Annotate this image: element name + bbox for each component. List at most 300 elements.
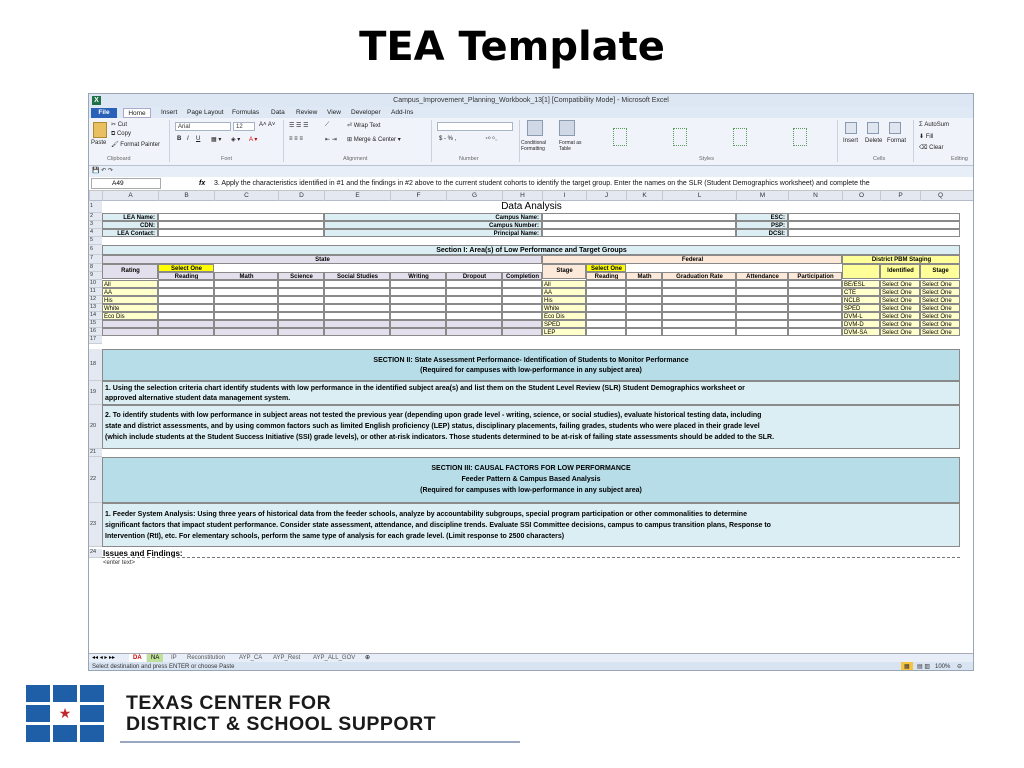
item-2-line-a: 2. To identify students with low performance in subject areas not tested the previous year (depending upon grade level - writing, science, or social studies), evaluate historical testing data, including (105, 412, 762, 419)
pbm-stage-select[interactable]: Select One (920, 296, 960, 304)
federal-cell[interactable] (586, 280, 626, 288)
state-cell[interactable] (390, 280, 446, 288)
row-number[interactable]: 8 (89, 264, 102, 272)
campus-name-cell[interactable] (542, 213, 736, 221)
section-1-heading: Section I: Area(s) of Low Performance and Target Groups (102, 245, 960, 255)
sheet-tab-reconstitution[interactable]: Reconstitution (187, 655, 226, 661)
row-number[interactable]: 22 (89, 457, 102, 503)
state-cell[interactable] (278, 312, 324, 320)
state-cell[interactable] (214, 304, 278, 312)
pbm-stage-select[interactable]: Select One (920, 280, 960, 288)
separator (283, 120, 284, 162)
state-cell[interactable] (158, 320, 214, 328)
cdn-cell[interactable] (158, 221, 324, 229)
pbm-identified-select[interactable]: Select One (880, 312, 920, 320)
underline-button[interactable]: U (196, 136, 201, 142)
row-number[interactable]: 21 (89, 449, 102, 457)
row-number[interactable]: 17 (89, 336, 102, 344)
state-heading: State (102, 255, 542, 264)
pbm-stage-select[interactable]: Select One (920, 288, 960, 296)
style-swatch[interactable] (613, 128, 627, 146)
style-swatch[interactable] (793, 128, 807, 146)
feeder-analysis[interactable] (102, 503, 960, 547)
principal-name-cell[interactable] (542, 229, 736, 237)
federal-cell[interactable] (736, 280, 788, 288)
state-cell[interactable] (502, 280, 542, 288)
font-size-select[interactable]: 12 (233, 122, 255, 131)
pbm-stage-select[interactable]: Select One (920, 312, 960, 320)
column-header[interactable]: N (788, 191, 842, 201)
decimal-icon[interactable]: ⁺⁰ ⁰₋ (485, 137, 498, 143)
column-header[interactable]: J (586, 191, 626, 201)
federal-cell[interactable] (788, 296, 842, 304)
federal-column-header: Participation (788, 272, 842, 280)
state-cell[interactable] (278, 328, 324, 336)
state-column-header: Writing (390, 272, 446, 280)
federal-cell[interactable] (626, 296, 662, 304)
indent-icon[interactable]: ⇤ ⇥ (325, 137, 337, 143)
psp-cell[interactable] (788, 221, 960, 229)
pbm-stage-header: Stage (920, 264, 960, 279)
section-2-heading (102, 349, 960, 381)
state-cell[interactable] (158, 296, 214, 304)
formula-input[interactable]: 3. Apply the characteristics identified in #1 and the findings in #2 above to the current student cohorts to identify the target group. Enter the names on the SLR (Student Demographics worksheet) and complete the (214, 180, 870, 187)
federal-row-label: Eco Dis (542, 312, 586, 320)
pbm-stage-select[interactable]: Select One (920, 320, 960, 328)
logo-square (53, 685, 77, 702)
state-cell[interactable] (502, 288, 542, 296)
pbm-identified-select[interactable]: Select One (880, 328, 920, 336)
section-2-item-2[interactable] (102, 405, 960, 449)
insert-cells-icon[interactable] (845, 122, 857, 134)
column-header[interactable]: F (390, 191, 446, 201)
footer-rule (120, 741, 520, 743)
state-column-header: Science (278, 272, 324, 280)
font-group-label: Font (221, 156, 233, 162)
excel-icon[interactable]: X (92, 96, 101, 105)
state-row-label (102, 320, 158, 328)
format-table-icon[interactable] (559, 120, 575, 136)
campus-number-label: Campus Number: (324, 221, 542, 229)
logo-square (80, 725, 104, 742)
dcsi-cell[interactable] (788, 229, 960, 237)
clipboard-group-label: Clipboard (107, 156, 131, 162)
tab-developer[interactable]: Developer (351, 109, 381, 116)
federal-cell[interactable] (788, 312, 842, 320)
column-header[interactable]: M (736, 191, 788, 201)
insert-button[interactable]: Insert (843, 138, 859, 144)
row-number[interactable]: 19 (89, 381, 102, 405)
federal-cell[interactable] (736, 320, 788, 328)
federal-column-header: Attendance (736, 272, 788, 280)
lea-contact-cell[interactable] (158, 229, 324, 237)
separator (169, 120, 170, 162)
state-cell[interactable] (502, 296, 542, 304)
name-box[interactable]: A49 (91, 178, 161, 189)
pbm-blank (842, 264, 880, 279)
state-cell[interactable] (446, 312, 502, 320)
state-row-label: White (102, 304, 158, 312)
state-column-header: Social Studies (324, 272, 390, 280)
number-format-select[interactable] (437, 122, 513, 131)
federal-cell[interactable] (736, 328, 788, 336)
state-cell[interactable] (158, 312, 214, 320)
federal-cell[interactable] (662, 288, 736, 296)
federal-cell[interactable] (788, 320, 842, 328)
section-3-heading (102, 457, 960, 503)
separator (913, 120, 914, 162)
style-swatch[interactable] (673, 128, 687, 146)
tab-page-layout[interactable]: Page Layout (187, 109, 224, 116)
font-color-icon[interactable]: A ▾ (249, 137, 258, 143)
tab-view[interactable]: View (327, 109, 341, 116)
cut-button[interactable]: ✂ Cut (111, 122, 128, 128)
bold-button[interactable]: B (177, 136, 182, 142)
section-3-subtitle-2: (Required for campuses with low-performance in any subject area) (420, 487, 642, 494)
logo-square (26, 685, 50, 702)
state-cell[interactable] (158, 328, 214, 336)
federal-cell[interactable] (662, 328, 736, 336)
column-header[interactable]: O (842, 191, 880, 201)
status-text: Select destination and press ENTER or choose Paste (92, 664, 235, 670)
state-cell[interactable] (214, 296, 278, 304)
copy-label: Copy (116, 131, 131, 137)
state-select-one[interactable]: Select One (158, 264, 214, 272)
state-cell[interactable] (324, 288, 390, 296)
federal-cell[interactable] (788, 288, 842, 296)
pbm-identified-select[interactable]: Select One (880, 304, 920, 312)
row-number[interactable]: 14 (89, 312, 102, 320)
federal-cell[interactable] (662, 304, 736, 312)
orientation-icon[interactable]: ⟋ (325, 122, 330, 128)
federal-cell[interactable] (586, 304, 626, 312)
style-swatch[interactable] (733, 128, 747, 146)
state-cell[interactable] (324, 304, 390, 312)
tab-data[interactable]: Data (271, 109, 285, 116)
esc-cell[interactable] (788, 213, 960, 221)
pbm-identified-select[interactable]: Select One (880, 320, 920, 328)
tab-file[interactable]: File (91, 108, 117, 118)
federal-column-header: Graduation Rate (662, 272, 736, 280)
clear-label: Clear (929, 145, 944, 151)
row-number[interactable]: 24 (89, 549, 102, 558)
pbm-heading: District PBM Staging (842, 255, 960, 264)
federal-cell[interactable] (586, 312, 626, 320)
row-number[interactable]: 23 (89, 503, 102, 547)
row-number[interactable]: 11 (89, 288, 102, 296)
state-cell[interactable] (278, 280, 324, 288)
row-number[interactable]: 18 (89, 349, 102, 381)
fx-icon[interactable]: fx (199, 180, 206, 187)
state-cell[interactable] (158, 304, 214, 312)
pbm-identified-select[interactable]: Select One (880, 296, 920, 304)
state-cell[interactable] (158, 288, 214, 296)
ribbon (89, 118, 973, 166)
tab-home[interactable]: Home (123, 108, 151, 118)
federal-cell[interactable] (662, 296, 736, 304)
fill-button[interactable]: ⬇ Fill (919, 134, 934, 140)
state-cell[interactable] (158, 280, 214, 288)
pbm-row-label: NCLB (842, 296, 880, 304)
column-header[interactable]: H (502, 191, 542, 201)
fill-color-icon[interactable]: ◈ ▾ (231, 137, 241, 143)
state-cell[interactable] (278, 320, 324, 328)
federal-column-header: Math (626, 272, 662, 280)
tcdss-logo (26, 685, 106, 745)
delete-cells-icon[interactable] (867, 122, 879, 134)
state-cell[interactable] (278, 304, 324, 312)
psp-label: PSP: (736, 221, 788, 229)
state-cell[interactable] (502, 312, 542, 320)
sheet-tab-ayp-ca[interactable]: AYP_CA (239, 655, 263, 661)
state-cell[interactable] (502, 320, 542, 328)
federal-cell[interactable] (626, 288, 662, 296)
dcsi-label: DCSI: (736, 229, 788, 237)
normal-view-icon[interactable]: ▦ (901, 662, 913, 671)
state-cell[interactable] (390, 320, 446, 328)
federal-cell[interactable] (736, 312, 788, 320)
row-number[interactable]: 7 (89, 255, 102, 264)
federal-cell[interactable] (662, 280, 736, 288)
conditional-formatting-icon[interactable] (527, 120, 543, 136)
pbm-row-label: CTE (842, 288, 880, 296)
federal-cell[interactable] (586, 328, 626, 336)
state-column-header: Completion (502, 272, 542, 280)
state-cell[interactable] (446, 320, 502, 328)
number-format-buttons[interactable]: $ - % , (439, 136, 457, 142)
quick-access-toolbar (89, 166, 973, 177)
sheet-tab-da[interactable]: DA (129, 654, 146, 663)
row-number[interactable]: 1 (89, 201, 102, 213)
state-cell[interactable] (446, 304, 502, 312)
format-button[interactable]: Format (887, 138, 907, 144)
column-header[interactable]: A (102, 191, 158, 201)
column-header[interactable]: G (446, 191, 502, 201)
section-3-title: SECTION III: CAUSAL FACTORS FOR LOW PERFORMANCE (431, 465, 631, 472)
font-name-select[interactable]: Arial (175, 122, 231, 131)
format-cells-icon[interactable] (889, 122, 901, 134)
title-bar (89, 94, 973, 107)
row-number[interactable]: 4 (89, 229, 102, 237)
clear-button[interactable]: ⌫ Clear (919, 145, 944, 151)
cdn-label: CDN: (102, 221, 158, 229)
state-cell[interactable] (214, 320, 278, 328)
window-title: Campus_Improvement_Planning_Workbook_13[1] [Compatibility Mode] - Microsoft Excel (393, 97, 669, 104)
tab-add-ins[interactable]: Add-Ins (391, 109, 414, 116)
state-cell[interactable] (214, 288, 278, 296)
sheet-tab-ip[interactable]: IP (171, 655, 177, 661)
editing-group-label: Editing (951, 156, 968, 162)
enter-text-field[interactable]: <enter text> (103, 560, 136, 566)
merge-center-button[interactable]: ⊞ Merge & Center ▾ (347, 137, 401, 143)
state-cell[interactable] (390, 328, 446, 336)
zoom-level[interactable]: 100% (935, 664, 951, 670)
federal-cell[interactable] (626, 328, 662, 336)
state-column-header: Reading (158, 272, 214, 280)
federal-cell[interactable] (736, 304, 788, 312)
pbm-row-label: SPED (842, 304, 880, 312)
row-number[interactable]: 3 (89, 221, 102, 229)
row-number[interactable]: 15 (89, 320, 102, 328)
state-cell[interactable] (446, 296, 502, 304)
row-number[interactable]: 10 (89, 280, 102, 288)
column-header[interactable]: Q (920, 191, 960, 201)
tab-insert[interactable]: Insert (161, 109, 178, 116)
redo-icon[interactable]: ↷ (107, 168, 113, 174)
state-cell[interactable] (324, 296, 390, 304)
section-2-subtitle: (Required for campuses with low-performance in any subject area) (420, 367, 642, 374)
state-cell[interactable] (390, 312, 446, 320)
sheet-tabs (89, 653, 973, 662)
federal-cell[interactable] (736, 288, 788, 296)
paste-icon[interactable] (93, 122, 107, 138)
state-cell[interactable] (502, 328, 542, 336)
federal-cell[interactable] (626, 304, 662, 312)
state-row-label: AA (102, 288, 158, 296)
grow-font-icon[interactable]: A˄ A˅ (259, 122, 276, 128)
item-1-line-a: 1. Using the selection criteria chart identify students with low performance in the identified subject area(s) and list them on the Student Level Review (SLR) Student Demographics worksheet or (105, 385, 745, 392)
federal-cell[interactable] (586, 288, 626, 296)
layout-view-icon[interactable]: ▤ ▥ (917, 664, 931, 670)
state-cell[interactable] (502, 304, 542, 312)
row-number[interactable]: 5 (89, 237, 102, 245)
column-header[interactable]: D (278, 191, 324, 201)
state-cell[interactable] (390, 304, 446, 312)
state-cell[interactable] (324, 328, 390, 336)
autosum-label: AutoSum (924, 122, 950, 128)
align-left-icon[interactable]: ≡ ≡ ≡ (289, 136, 303, 142)
pbm-row-label: BE/ESL (842, 280, 880, 288)
borders-icon[interactable]: ▦ ▾ (211, 137, 222, 143)
state-cell[interactable] (324, 312, 390, 320)
column-header[interactable]: C (214, 191, 278, 201)
rating-header: Rating (102, 264, 158, 279)
sheet-tab-na[interactable]: NA (147, 654, 163, 663)
federal-select-one[interactable]: Select One (586, 264, 626, 272)
federal-column-header: Reading (586, 272, 626, 280)
campus-number-cell[interactable] (542, 221, 736, 229)
federal-cell[interactable] (586, 296, 626, 304)
pbm-stage-select[interactable]: Select One (920, 304, 960, 312)
federal-cell[interactable] (788, 280, 842, 288)
federal-row-label: His (542, 296, 586, 304)
federal-cell[interactable] (736, 296, 788, 304)
state-cell[interactable] (390, 296, 446, 304)
state-cell[interactable] (390, 288, 446, 296)
save-icon[interactable]: 💾 (92, 168, 100, 174)
worksheet-grid (89, 201, 973, 653)
sheet-nav-icon[interactable]: ◂◂ ◂ ▸ ▸▸ (92, 655, 116, 661)
federal-row-label: LEP (542, 328, 586, 336)
state-cell[interactable] (214, 280, 278, 288)
identified-header: Identified (880, 264, 920, 279)
lea-name-label: LEA Name: (102, 213, 158, 221)
column-header[interactable]: B (158, 191, 214, 201)
state-cell[interactable] (324, 280, 390, 288)
sheet-title[interactable]: Data Analysis (501, 201, 562, 212)
autosum-button[interactable]: Σ AutoSum (919, 122, 950, 128)
pbm-stage-select[interactable]: Select One (920, 328, 960, 336)
undo-icon[interactable]: ↶ (101, 168, 107, 174)
pbm-row-label: DVM-SA (842, 328, 880, 336)
section-2-title: SECTION II: State Assessment Performance- Identification of Students to Monitor Performance (373, 357, 689, 364)
federal-cell[interactable] (662, 312, 736, 320)
select-all-corner[interactable] (89, 191, 102, 201)
wrap-text-button[interactable]: ⏎ Wrap Text (347, 123, 381, 129)
conditional-formatting-button[interactable]: Conditional Formatting (521, 140, 547, 152)
row-number[interactable]: 9 (89, 272, 102, 280)
state-cell[interactable] (446, 288, 502, 296)
row-number[interactable]: 16 (89, 328, 102, 336)
section-2-item-1[interactable] (102, 381, 960, 405)
federal-cell[interactable] (662, 320, 736, 328)
state-cell[interactable] (324, 320, 390, 328)
feeder-line-b: significant factors that impact student performance. Consider state assessment, attendance, and discipline trends. Evaluate SSI Committee decisions, campus to campus transition plans, Response to (105, 522, 771, 529)
column-header[interactable]: P (880, 191, 920, 201)
separator (431, 120, 432, 162)
paste-button[interactable]: Paste (91, 140, 107, 146)
state-row-label: All (102, 280, 158, 288)
lea-name-cell[interactable] (158, 213, 324, 221)
federal-cell[interactable] (626, 312, 662, 320)
state-cell[interactable] (446, 280, 502, 288)
formula-bar (89, 177, 973, 191)
column-header[interactable]: E (324, 191, 390, 201)
row-number[interactable]: 2 (89, 213, 102, 221)
state-cell[interactable] (446, 328, 502, 336)
logo-square (26, 705, 50, 722)
sheet-tab-ayp-rest[interactable]: AYP_Rest (273, 655, 301, 661)
federal-cell[interactable] (788, 304, 842, 312)
star-icon: ★ (53, 705, 77, 722)
state-cell[interactable] (214, 312, 278, 320)
federal-row-label: All (542, 280, 586, 288)
state-cell[interactable] (278, 288, 324, 296)
align-top-icon[interactable]: ☰ ☰ ☰ (289, 123, 309, 129)
state-cell[interactable] (214, 328, 278, 336)
tab-review[interactable]: Review (296, 109, 318, 116)
federal-cell[interactable] (788, 328, 842, 336)
state-cell[interactable] (278, 296, 324, 304)
state-column-header: Dropout (446, 272, 502, 280)
pbm-identified-select[interactable]: Select One (880, 288, 920, 296)
copy-button[interactable]: ⧉ Copy (111, 131, 131, 137)
column-header[interactable]: L (662, 191, 736, 201)
column-header[interactable]: K (626, 191, 662, 201)
federal-cell[interactable] (586, 320, 626, 328)
row-number[interactable]: 20 (89, 405, 102, 449)
italic-button[interactable]: I (187, 136, 189, 142)
sheet-tab-ayp-all-gov[interactable]: AYP_ALL_GOV (313, 655, 356, 661)
logo-square (80, 685, 104, 702)
row-number[interactable]: 6 (89, 245, 102, 255)
pbm-row-label: DVM-L (842, 312, 880, 320)
federal-cell[interactable] (626, 280, 662, 288)
format-painter-button[interactable]: 🖌 Format Painter (111, 142, 160, 148)
federal-cell[interactable] (626, 320, 662, 328)
format-table-button[interactable]: Format as Table (559, 140, 582, 152)
zoom-out-icon[interactable]: ⊖ (957, 664, 963, 670)
column-header[interactable]: I (542, 191, 586, 201)
org-name-line-1: TEXAS CENTER FOR (126, 692, 332, 714)
campus-name-label: Campus Name: (324, 213, 542, 221)
pbm-identified-select[interactable]: Select One (880, 280, 920, 288)
row-number[interactable]: 12 (89, 296, 102, 304)
tab-formulas[interactable]: Formulas (232, 109, 260, 116)
new-sheet-icon[interactable]: ⊕ (365, 655, 371, 661)
delete-button[interactable]: Delete (865, 138, 883, 144)
row-number[interactable]: 13 (89, 304, 102, 312)
